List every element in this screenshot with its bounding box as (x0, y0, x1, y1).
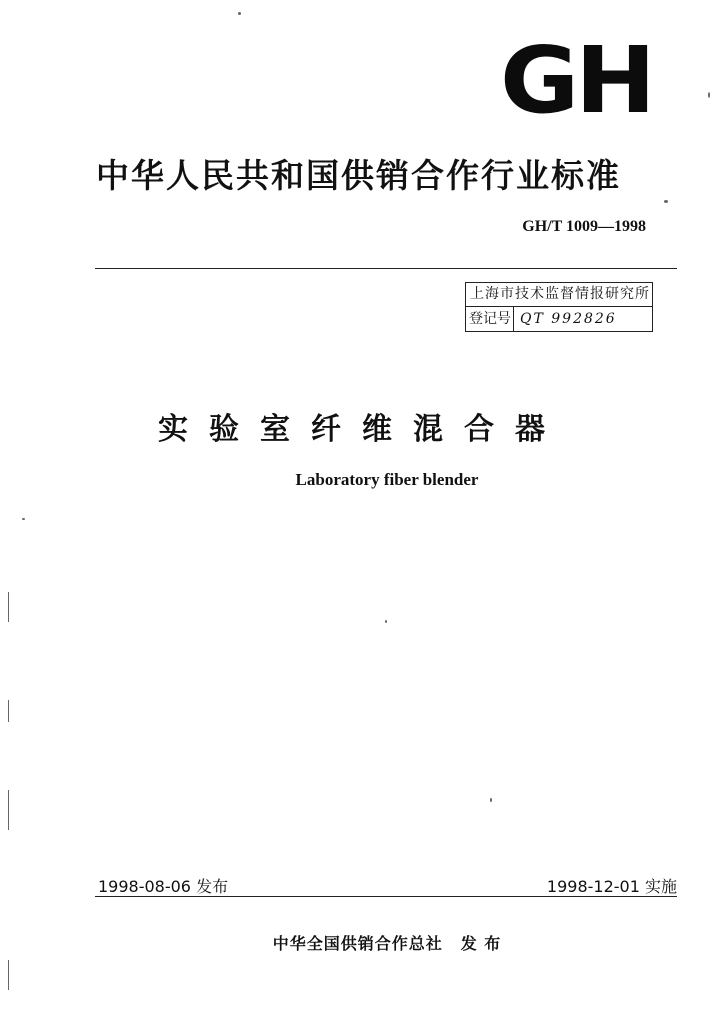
document-title-en: Laboratory fiber blender (295, 470, 479, 489)
stamp-label: 登记号 (466, 307, 514, 331)
scan-speck (708, 92, 710, 98)
publish-word: 发 布 (460, 934, 502, 953)
publisher-line (0, 931, 724, 954)
footer-divider (95, 896, 677, 897)
scan-speck (22, 518, 25, 520)
scan-speck (385, 620, 387, 623)
scan-speck (8, 700, 9, 722)
header-divider (95, 268, 677, 269)
scan-speck (238, 12, 241, 15)
standard-title: 中华人民共和国供销合作行业标准 (96, 156, 621, 195)
stamp-number: QT 992826 (520, 311, 617, 327)
scan-speck (8, 592, 9, 622)
scan-speck (8, 790, 9, 830)
gh-logo: GH (500, 27, 652, 134)
stamp-institute: 上海市技术监督情报研究所 (466, 283, 652, 307)
scan-speck (664, 200, 668, 203)
publisher-name: 中华全国供销合作总社 (272, 934, 443, 953)
implement-date: 1998-12-01 实施 (546, 877, 677, 896)
issue-date: 1998-08-06 发布 (98, 877, 229, 896)
registration-stamp (465, 282, 653, 332)
scan-speck (8, 960, 9, 990)
standard-code: GH/T 1009—1998 (522, 218, 646, 235)
document-title-cn: 实验室纤维混合器 (158, 412, 566, 447)
scan-speck (490, 798, 492, 802)
